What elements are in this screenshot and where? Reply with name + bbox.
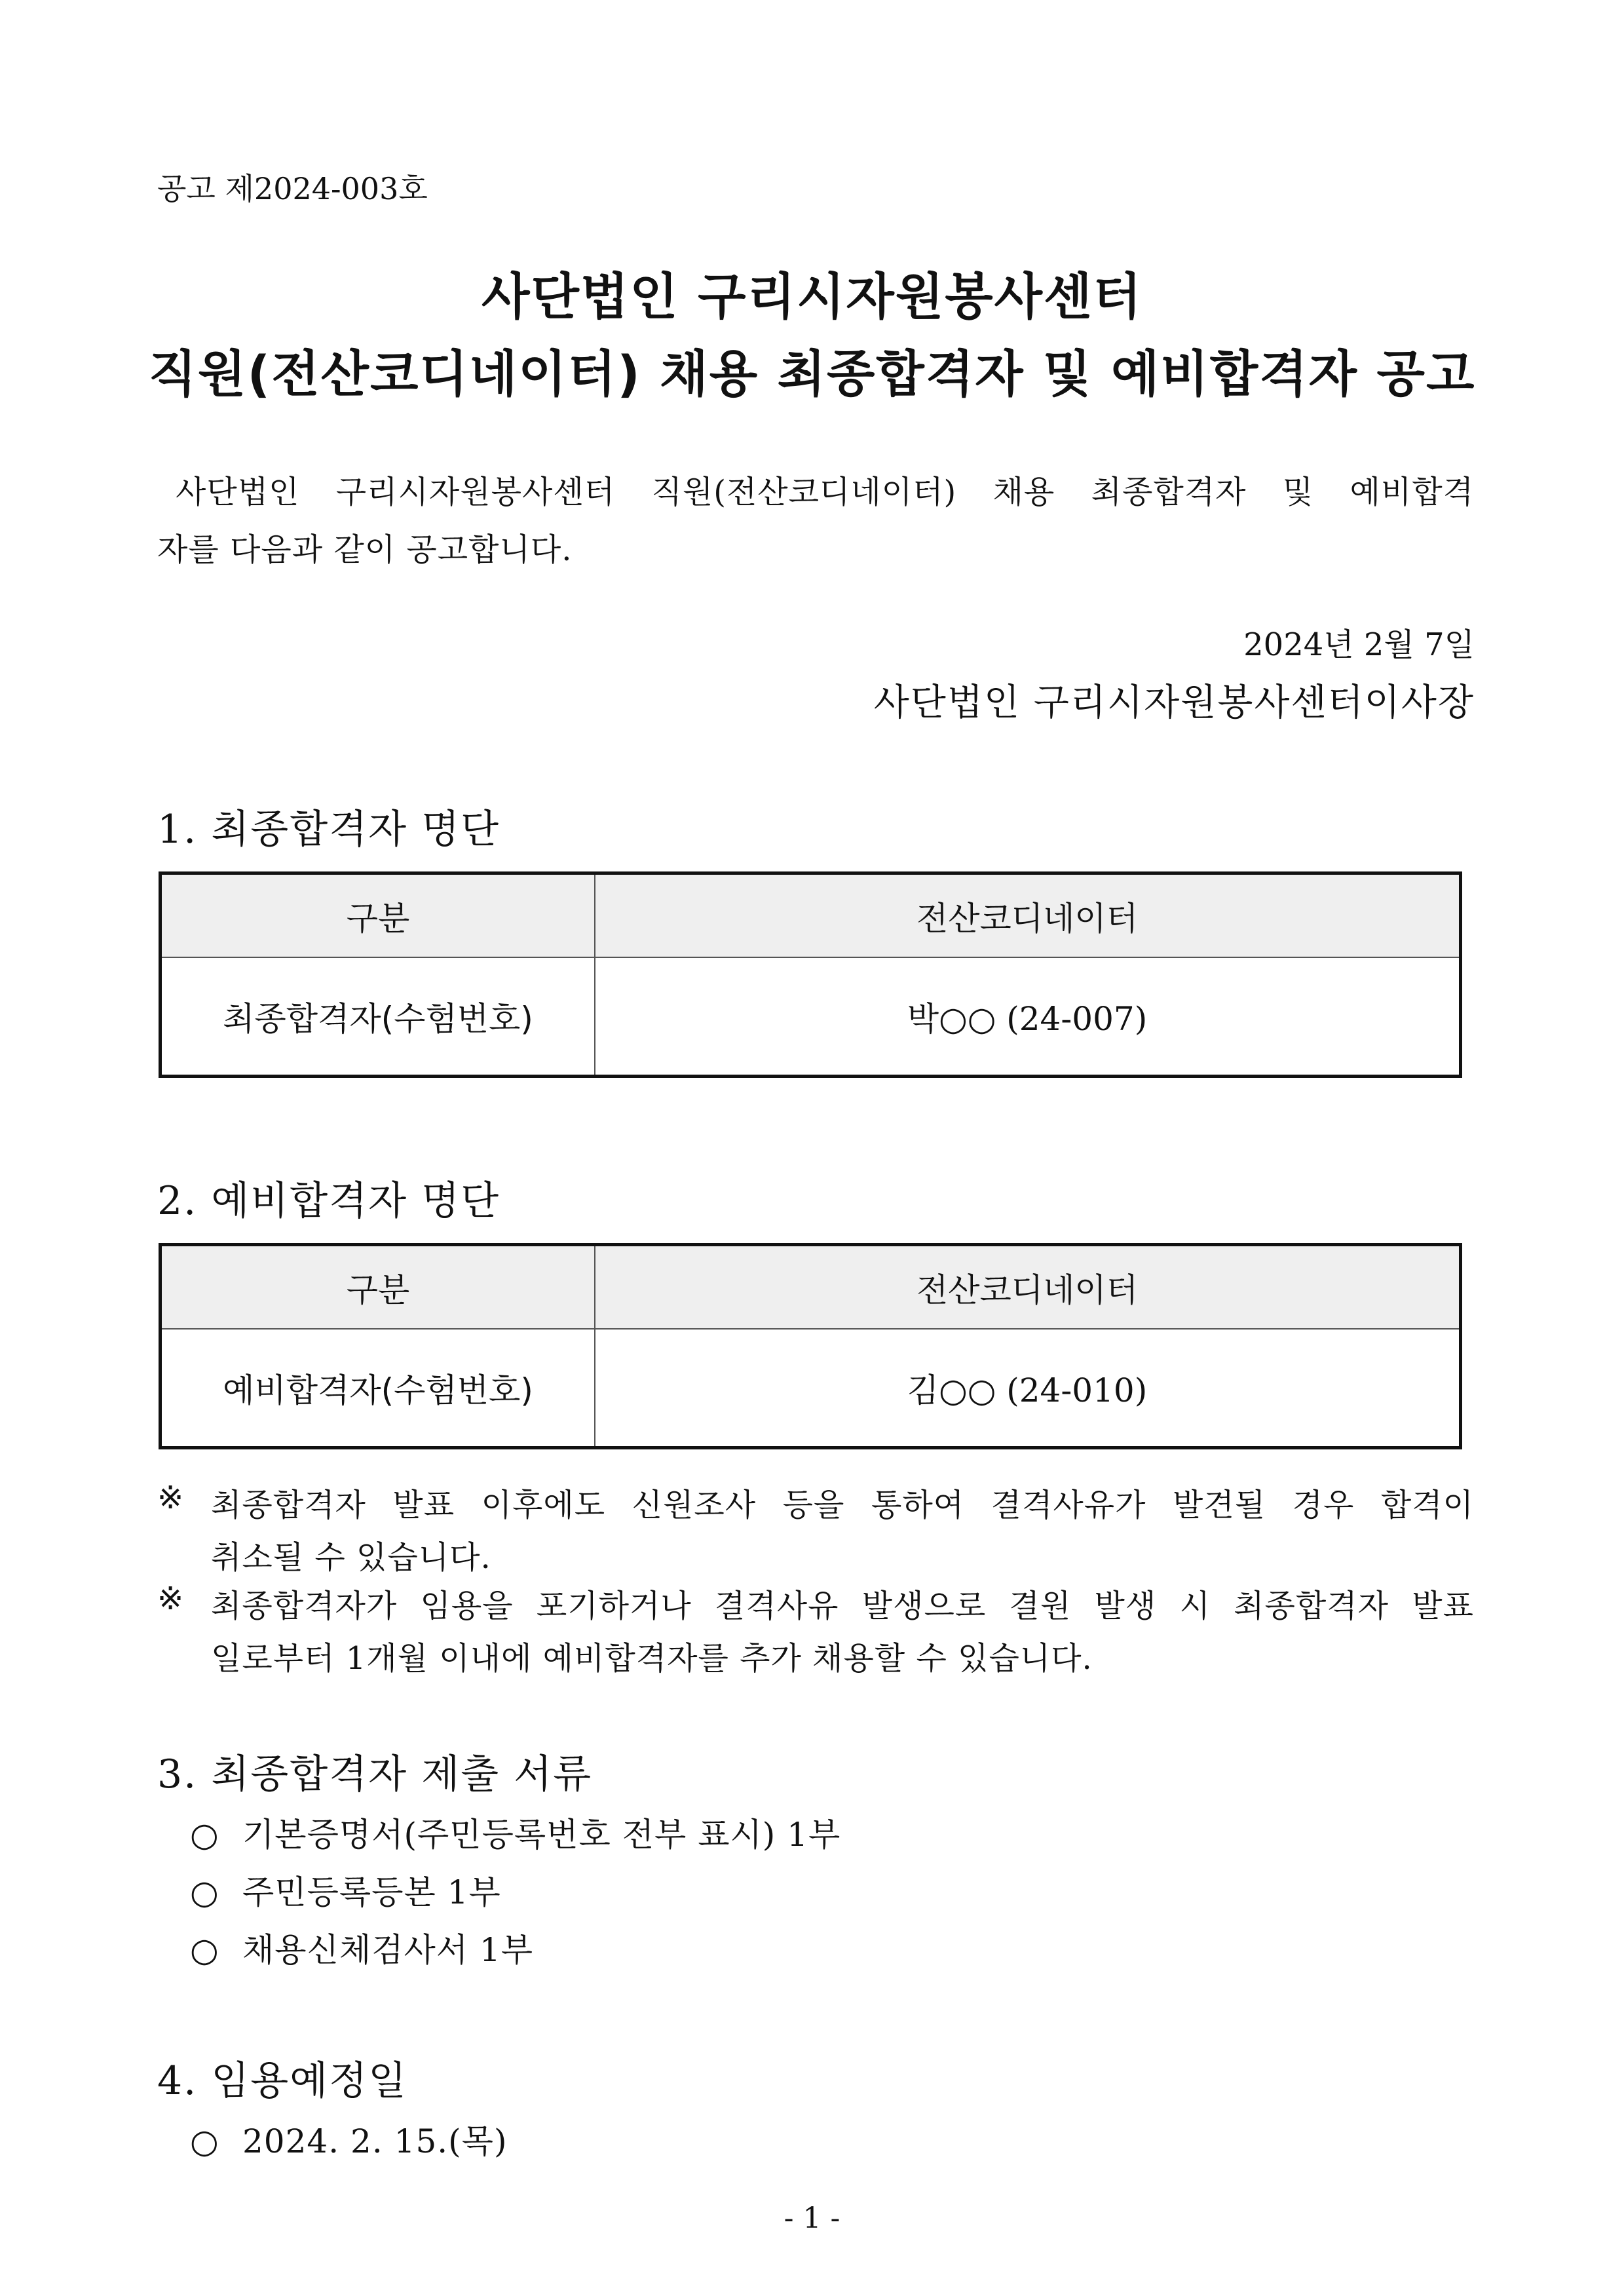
circle-bullet-icon: ○ (190, 1873, 219, 1911)
table-header-row (161, 873, 1461, 958)
section1-heading: 1. 최종합격자 명단 (157, 807, 500, 852)
section2-heading: 2. 예비합격자 명단 (157, 1178, 500, 1224)
note-2-line2: 일로부터 1개월 이내에 예비합격자를 추가 채용할 수 있습니다. (211, 1640, 1093, 1677)
list-item-text: 채용신체검사서 1부 (242, 1931, 534, 1969)
document-title-line2: 직원(전산코디네이터) 채용 최종합격자 및 예비합격자 공고 (148, 345, 1476, 403)
table-cell-label: 최종합격자(수험번호) (161, 957, 595, 1077)
list-item-text: 기본증명서(주민등록번호 전부 표시) 1부 (242, 1816, 841, 1854)
reference-mark-icon: ※ (157, 1480, 185, 1516)
table-cell-value: 김○○ (24-010) (595, 1329, 1461, 1448)
note-1-line1: 최종합격자 발표 이후에도 신원조사 등을 통하여 결격사유가 발견될 경우 합격이 (211, 1487, 1474, 1523)
list-item (190, 1808, 840, 1856)
note-2-line1: 최종합격자가 임용을 포기하거나 결격사유 발생으로 결원 발생 시 최종합격자 발표 (211, 1588, 1474, 1624)
table-header-category: 구분 (161, 873, 595, 958)
table-header-row (161, 1245, 1461, 1330)
circle-bullet-icon: ○ (190, 2122, 219, 2160)
table-header-position: 전산코디네이터 (595, 1245, 1461, 1330)
table-row (161, 957, 1461, 1077)
reserve-passers-table (159, 1243, 1462, 1449)
table-header-category: 구분 (161, 1245, 595, 1330)
reference-mark-icon: ※ (157, 1580, 185, 1617)
circle-bullet-icon: ○ (190, 1931, 219, 1969)
list-item (190, 2115, 507, 2162)
page-number: - 1 - (784, 2202, 840, 2235)
section4-heading: 4. 임용예정일 (157, 2058, 408, 2104)
section3-heading: 3. 최종합격자 제출 서류 (157, 1751, 593, 1797)
note-1-line2: 취소될 수 있습니다. (211, 1539, 491, 1576)
table-row (161, 1329, 1461, 1448)
table-cell-value: 박○○ (24-007) (595, 957, 1461, 1077)
announcement-date: 2024년 2월 7일 (1243, 626, 1475, 663)
list-item (190, 1866, 501, 1913)
intro-paragraph-line1: 사단법인 구리시자원봉사센터 직원(전산코디네이터) 채용 최종합격자 및 예비합격 (176, 474, 1474, 510)
intro-paragraph-line2: 자를 다음과 같이 공고합니다. (157, 531, 573, 568)
list-item-text: 주민등록등본 1부 (242, 1873, 501, 1911)
list-item (190, 1924, 533, 1971)
final-passers-table (159, 871, 1462, 1078)
notice-number: 공고 제2024-003호 (157, 171, 428, 206)
table-cell-label: 예비합격자(수험번호) (161, 1329, 595, 1448)
document-title-line1: 사단법인 구리시자원봉사센터 (482, 267, 1142, 326)
circle-bullet-icon: ○ (190, 1816, 219, 1854)
table-header-position: 전산코디네이터 (595, 873, 1461, 958)
issuer-name: 사단법인 구리시자원봉사센터이사장 (873, 681, 1475, 724)
list-item-text: 2024. 2. 15.(목) (242, 2122, 508, 2160)
